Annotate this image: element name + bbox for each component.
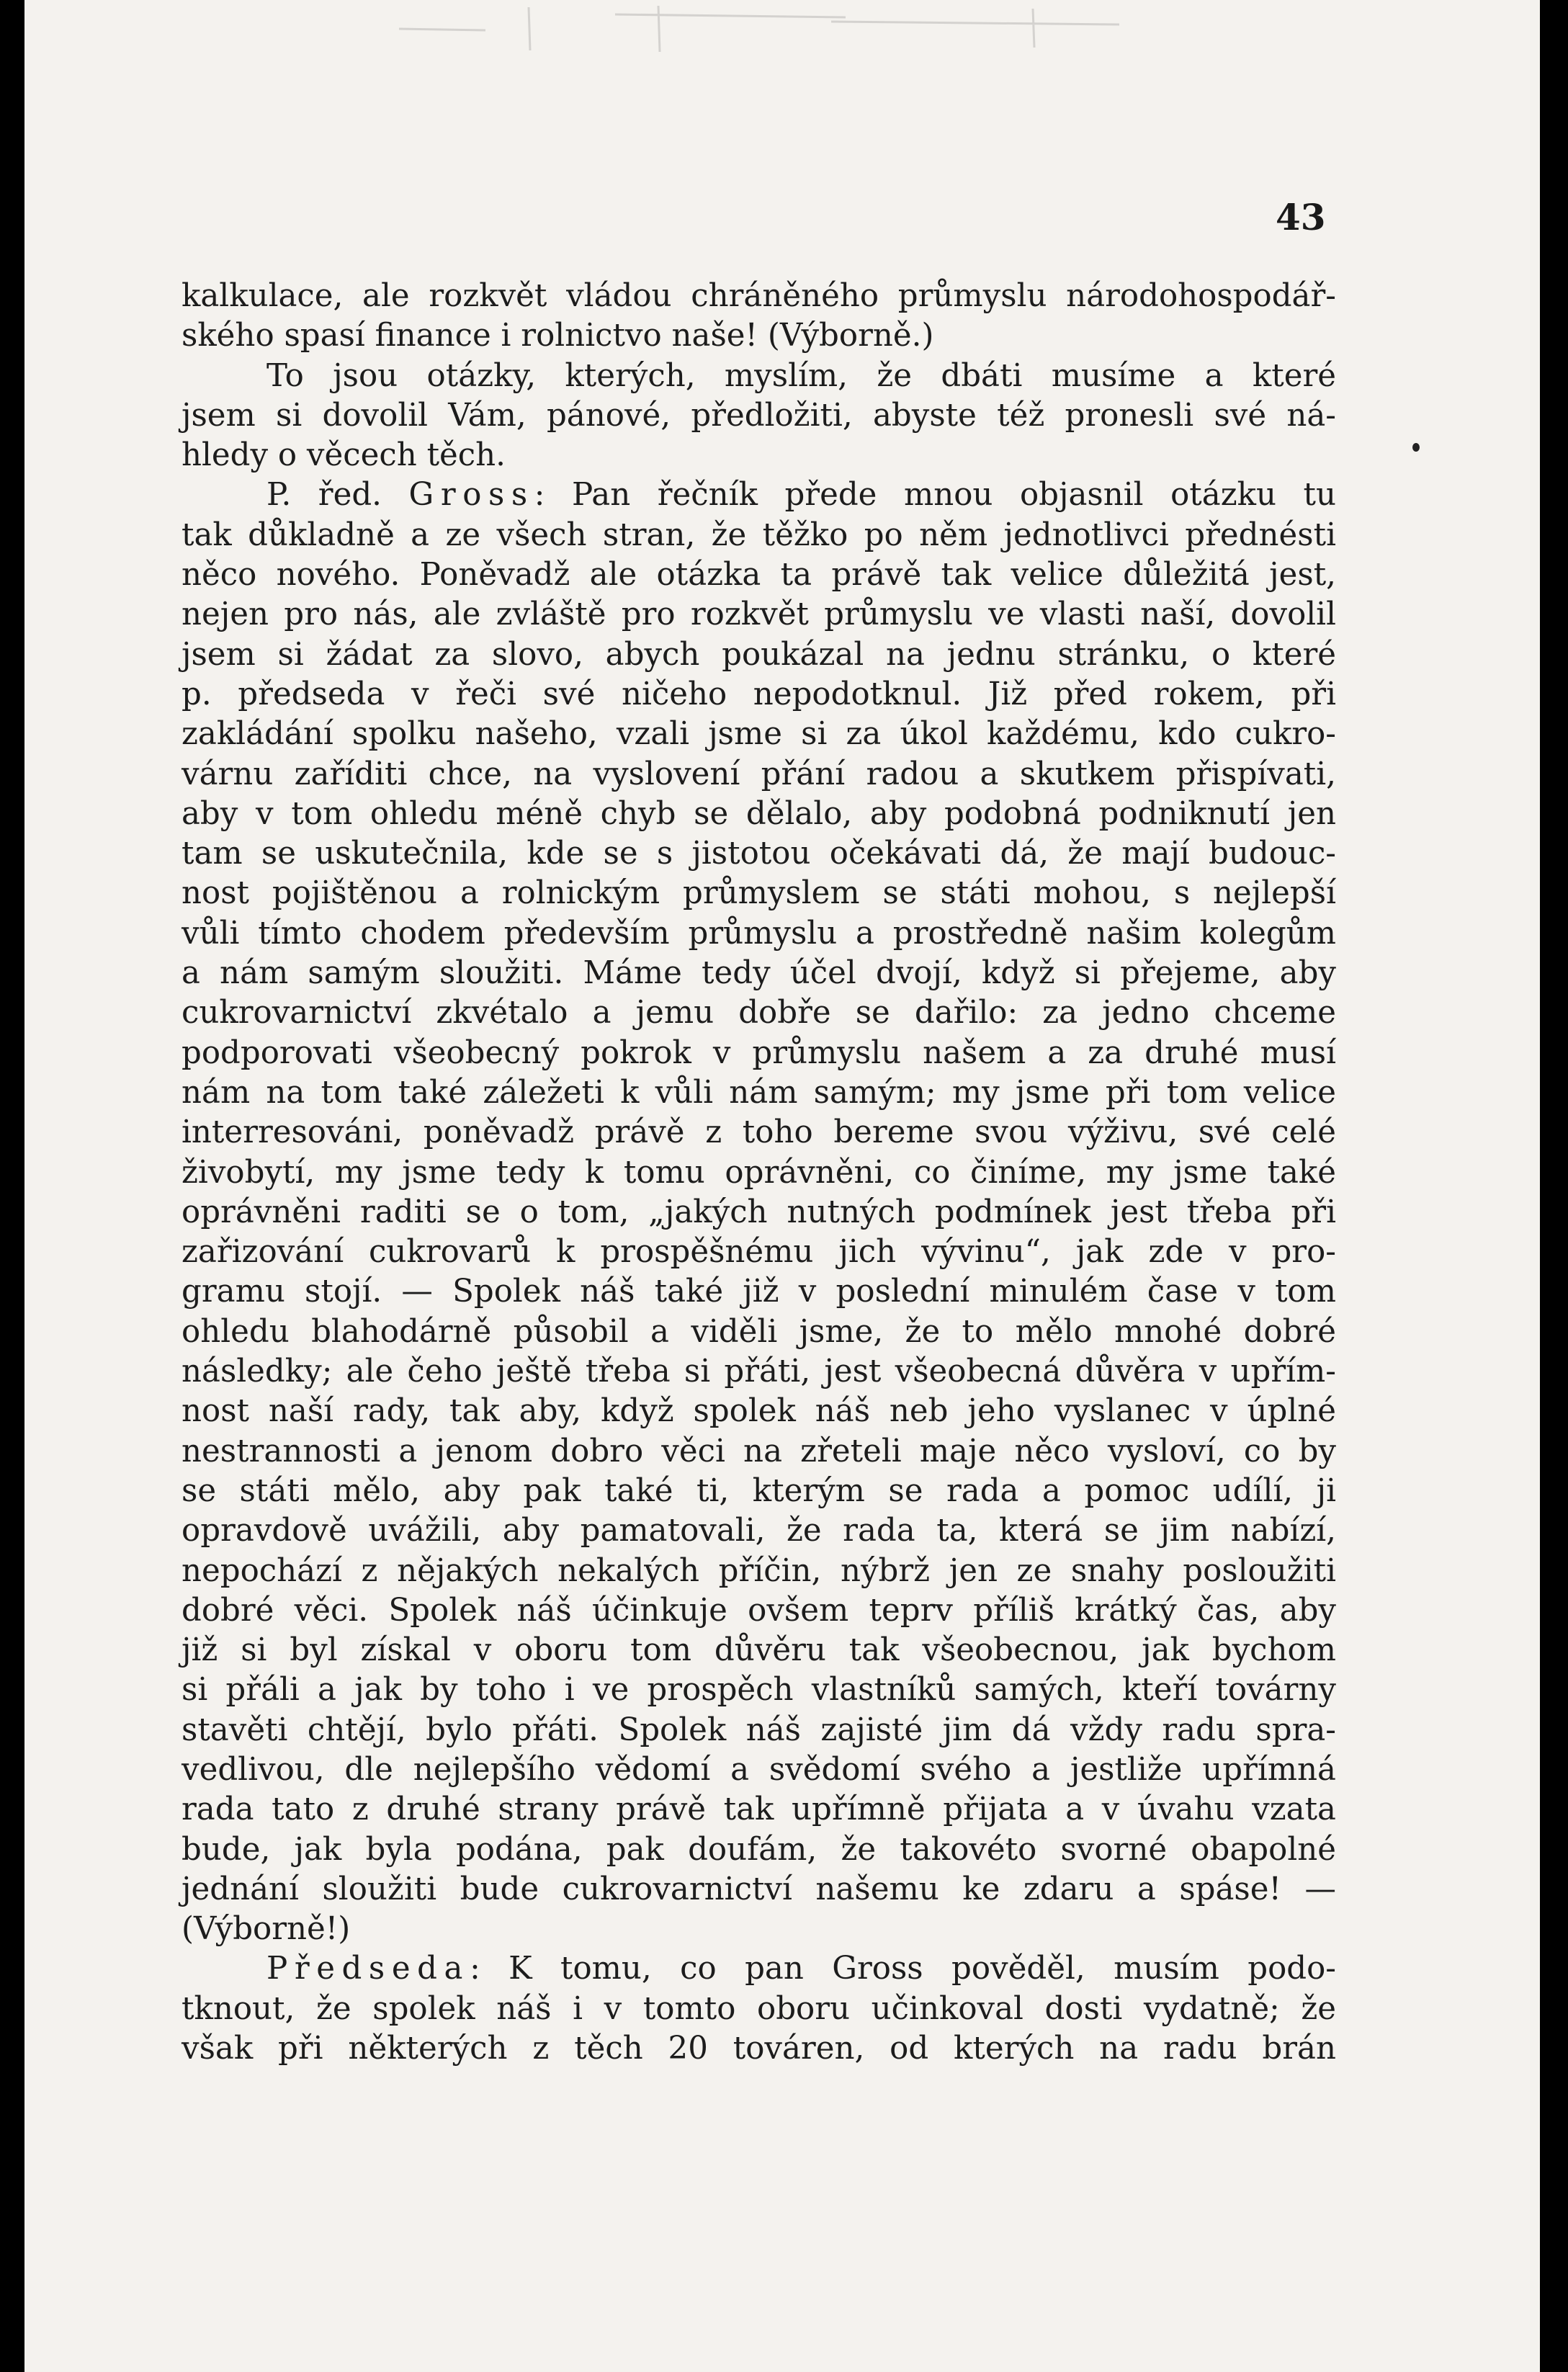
text-line: kalkulace, ale rozkvět vládou chráněného průmyslu národohospodář- [182, 278, 1336, 314]
text-line: tak důkladně a ze všech stran, že těžko po něm jednotlivci přednésti [182, 516, 1336, 553]
text-line: jsem si dovolil Vám, pánové, předložiti, abyste též pronesli své ná- [182, 397, 1336, 434]
text-line: nost naší rady, tak aby, když spolek náš neb jeho vyslanec v úplné [182, 1393, 1336, 1430]
text-line [182, 475, 1336, 515]
speaker-name: Gross [408, 477, 534, 514]
text-line: nestrannosti a jenom dobro věci na zřeteli maje něco vysloví, co by [182, 1433, 1336, 1469]
text-line: bude, jak byla podána, pak doufám, že takovéto svorné obapolné [182, 1831, 1336, 1868]
text-line: tam se uskutečnila, kde se s jistotou očekávati dá, že mají budouc- [182, 836, 1336, 872]
text-line: jsem si žádat za slovo, abych poukázal na jednu stránku, o které [182, 636, 1336, 673]
text-line: interresováni, poněvadž právě z toho bereme svou výživu, své celé [182, 1114, 1336, 1151]
text-line: ského spasí finance i rolnictvo naše! (Výborně.) [182, 318, 934, 354]
text-line: (Výborně!) [182, 1911, 351, 1948]
text-line: nost pojištěnou a rolnickým průmyslem se státi mohou, s nejlepší [182, 875, 1336, 912]
text-line: živobytí, my jsme tedy k tomu oprávněni, co činíme, my jsme také [182, 1154, 1336, 1191]
speaker-prefix: P. řed. [266, 477, 409, 514]
speaker-remark: : Pan řečník přede mnou objasnil otázku tu [534, 477, 1336, 514]
text-line: zakládání spolku našeho, vzali jsme si za úkol každému, kdo cukro- [182, 716, 1336, 753]
text-line: vůli tímto chodem především průmyslu a prostředně našim kolegům [182, 915, 1336, 952]
text-line: nám na tom také záležeti k vůli nám samým; my jsme při tom velice [182, 1074, 1336, 1111]
text-line: ohledu blahodárně působil a viděli jsme, že to mělo mnohé dobré [182, 1313, 1336, 1350]
text-line: již si byl získal v oboru tom důvěru tak všeobecnou, jak bychom [182, 1632, 1336, 1669]
page-number: 43 [1276, 196, 1326, 238]
text-line: podporovati všeobecný pokrok v průmyslu našem a za druhé musí [182, 1034, 1336, 1071]
speaker-name: Předseda [266, 1951, 470, 1987]
text-line: tknout, že spolek náš i v tomto oboru učinkoval dosti vydatně; že [182, 1990, 1336, 2027]
ink-dot [1412, 443, 1420, 452]
text-line [182, 1949, 1336, 1989]
text-line: nepochází z nějakých nekalých příčin, nýbrž jen ze snahy posloužiti [182, 1552, 1336, 1589]
speaker-remark: : K tomu, co pan Gross pověděl, musím podo- [470, 1951, 1336, 1987]
text-line: opravdově uvážili, aby pamatovali, že rada ta, která se jim nabízí, [182, 1513, 1336, 1549]
text-line: však při některých z těch 20 továren, od kterých na radu brán [182, 2031, 1336, 2067]
text-line: se státi mělo, aby pak také ti, kterým se rada a pomoc udílí, ji [182, 1472, 1336, 1509]
text-line: stavěti chtějí, bylo přáti. Spolek náš zajisté jim dá vždy radu spra- [182, 1711, 1336, 1748]
text-line: zařizování cukrovarů k prospěšnému jich vývinu“, jak zde v pro- [182, 1234, 1336, 1271]
text-line: To jsou otázky, kterých, myslím, že dbáti musíme a které [266, 357, 1336, 394]
text-line: jednání sloužiti bude cukrovarnictví našemu ke zdaru a spáse! — [182, 1871, 1336, 1907]
text-line: cukrovarnictví zkvétalo a jemu dobře se dařilo: za jedno chceme [182, 995, 1336, 1031]
text-line: nejen pro nás, ale zvláště pro rozkvět průmyslu ve vlasti naší, dovolil [182, 596, 1336, 633]
text-line: dobré věci. Spolek náš účinkuje ovšem teprv příliš krátký čas, aby [182, 1592, 1336, 1629]
text-line: p. předseda v řeči své ničeho nepodotknul. Již před rokem, při [182, 676, 1336, 712]
text-line: rada tato z druhé strany právě tak upřímně přijata a v úvahu vzata [182, 1791, 1336, 1828]
text-line: následky; ale čeho ještě třeba si přáti, jest všeobecná důvěra v upřím- [182, 1353, 1336, 1390]
scan-smudge [399, 0, 1227, 58]
text-line: něco nového. Poněvadž ale otázka ta právě tak velice důležitá jest, [182, 557, 1336, 594]
book-page [24, 0, 1540, 2372]
text-line: a nám samým sloužiti. Máme tedy účel dvojí, když si přejeme, aby [182, 955, 1336, 992]
text-line: oprávněni raditi se o tom, „jakých nutných podmínek jest třeba při [182, 1194, 1336, 1230]
text-line: si přáli a jak by toho i ve prospěch vlastníků samých, kteří továrny [182, 1672, 1336, 1709]
text-line: aby v tom ohledu méně chyb se dělalo, aby podobná podniknutí jen [182, 795, 1336, 832]
body-text [182, 277, 1336, 2069]
text-line: hledy o věcech těch. [182, 437, 506, 474]
text-line: gramu stojí. — Spolek náš také již v poslední minulém čase v tom [182, 1274, 1336, 1310]
text-line: vedlivou, dle nejlepšího vědomí a svědomí svého a jestliže upřímná [182, 1751, 1336, 1788]
text-line: várnu zaříditi chce, na vyslovení přání radou a skutkem přispívati, [182, 756, 1336, 792]
